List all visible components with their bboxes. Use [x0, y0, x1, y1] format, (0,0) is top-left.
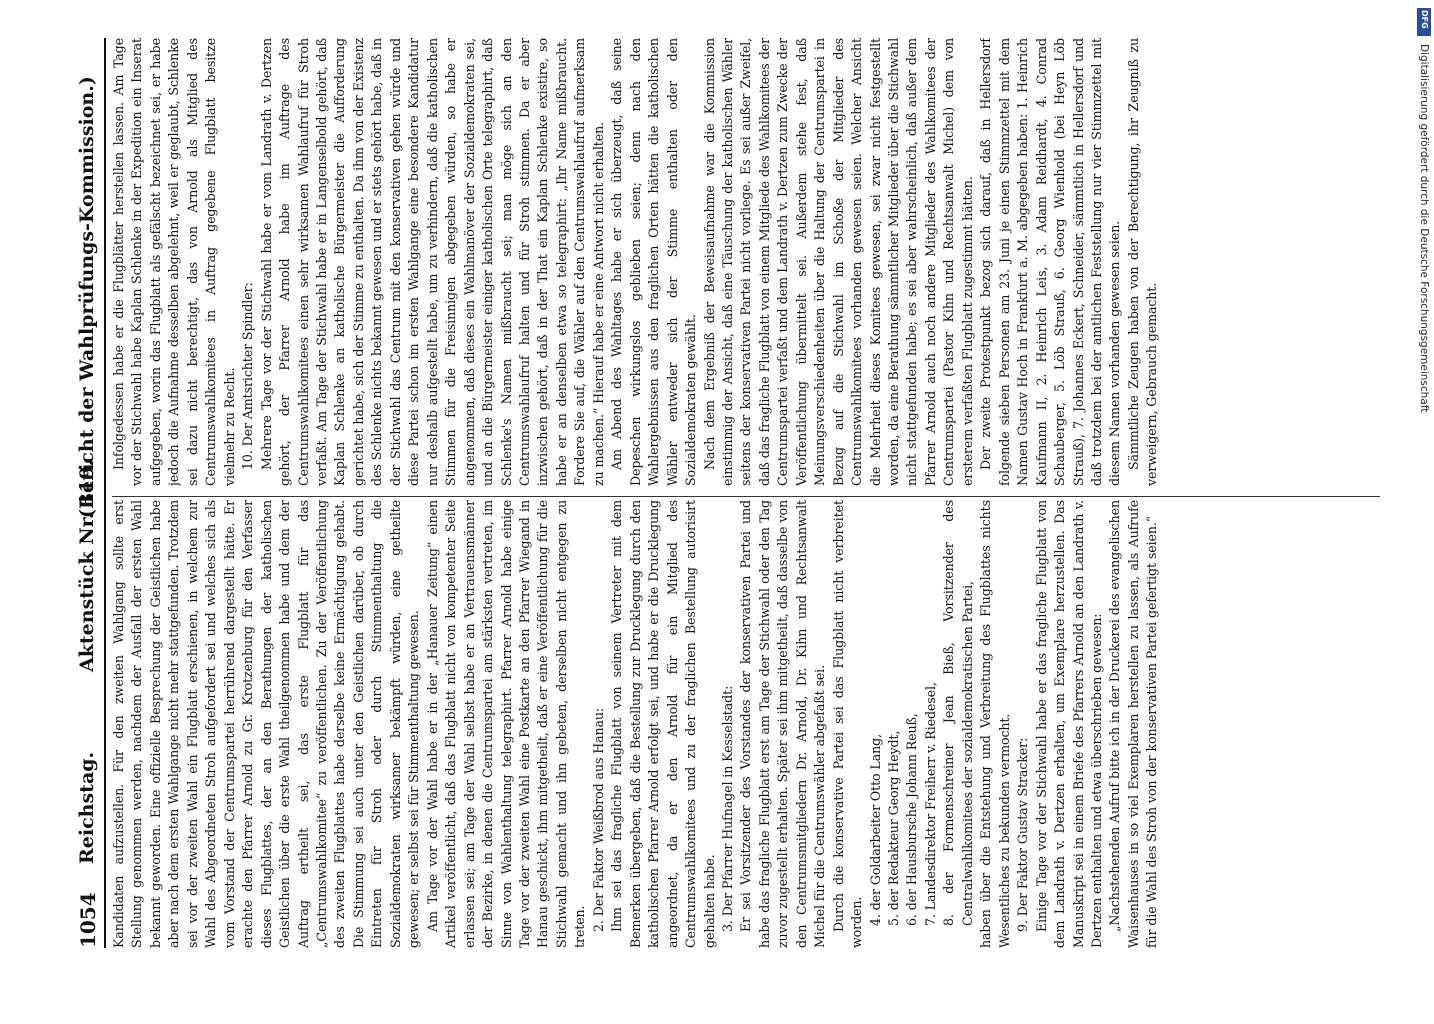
digitization-note-text: Digitalisierung gefördert durch die Deutsche Forschungsgemeinschaft	[1418, 44, 1430, 413]
right-column	[110, 38, 1380, 486]
digitization-note	[1416, 44, 1432, 1024]
dfg-logo: DFG	[1417, 8, 1431, 36]
report-title: (Bericht der Wahlprüfungs-Kommission.)	[76, 76, 98, 518]
witness-heading: 3. Der Pfarrer Hufnagel in Kesselstadt:	[719, 685, 735, 932]
paragraph: Ihm sei das fragliche Flugblatt von seinem Vertreter mit dem Bemerken übergeben, daß die Bestellung zur Drucklegung durch den katholischen Pfarrer Arnold erfolgt sei, und habe er die Drucklegung angeordnet, da er den Arnold für ein Mitglied des Centrumswahlkomitees und zu der fraglichen Bestellung autorisirt gehalten habe.	[609, 500, 717, 948]
list-item: 6. der Hausbursche Johann Reuß,	[904, 713, 920, 926]
paragraph: haben über die Entstehung und Verbreitung des Flugblattes nichts Wesentliches zu bekunden vermocht.	[978, 500, 1012, 948]
witness-heading: 2. Der Faktor Weißbrod aus Hanau:	[590, 707, 606, 932]
paragraph: Durch die konservative Partei sei das Flugblatt nicht verbreitet worden.	[830, 500, 865, 948]
witness-list	[867, 500, 978, 948]
paragraph: Er sei Vorsitzender des Vorstandes der konservativen Partei und habe das fragliche Flugblatt erst am Tage der Stichwahl oder den Tag zuvor zugestellt erhalten. Später sei ihm mitgetheilt, daß dasselbe von den Centrumsmitgliedern Dr. Arnold, Dr. Kihn und Rechtsanwalt Michel für die Centrumswähler abgefaßt sei.	[738, 500, 828, 948]
document-number: Aktenstück Nr. 119.	[76, 459, 98, 672]
paragraph: Infolgedessen habe er die Flugblätter herstellen lassen. Am Tage vor der Stichwahl habe Kaplan Schlenke in der Expedition ein Inserat aufgegeben, worin das Flugblatt als gefälscht bezeichnet sei, er habe jedoch die Aufnahme desselben abgelehnt, weil er geglaubt, Schlenke sei dazu nicht berechtigt, das von Arnold als Mitglied des Centrumswahlkomitees in Auftrag gegebene Flugblatt besitze vielmehr zu Recht.	[111, 38, 237, 486]
paragraph: Sämmtliche Zeugen haben von der Berechtigung, ihr Zeugniß zu verweigern, Gebrauch gemacht.	[1125, 38, 1160, 486]
column-divider	[112, 496, 1380, 497]
paragraph: Mehrere Tage vor der Stichwahl habe er vom Landrath v. Dertzen gehört, der Pfarrer Arnold habe im Auftrage des Centrumswahlkomitees einen sehr wirksamen Wahlaufruf für Stroh verfaßt. Am Tage der Stichwahl habe er in Langenselbold gehört, daß Kaplan Schlenke an katholische Bürgermeister die Aufforderung gerichtet habe, sich der Stimme zu enthalten. Da ihm von der Existenz des Schlenke nichts bekannt gewesen und er stets gehört habe, daß in der Stichwahl das Centrum mit den konservativen gehen würde und diese Partei schon im ersten Wahlgange eine besondere Kandidatur nur deshalb aufgestellt habe, um zu verhindern, daß die katholischen Stimmen für die Freisinnigen abgegeben würden, so habe er angenommen, daß dieses ein Wahlmanöver der Sozialdemokraten sei, und an die Bürgermeister einiger katholischen Orte telegraphirt, daß Schlenke's Namen mißbraucht sei; man möge sich an den Centrumswahlaufruf halten und für Stroh stimmen. Da er aber inzwischen gehört, daß in der That ein Kaplan Schlenke existire, so habe er an denselben etwa so telegraphirt: „Ihr Name mißbraucht. Fordere Sie auf, die Wähler auf den Centrumswahlaufruf aufmerksam zu machen.“ Hierauf habe er eine Antwort nicht erhalten.	[258, 38, 606, 486]
paragraph: Nach dem Ergebniß der Beweisaufnahme war die Kommission einstimmig der Ansicht, daß eine Täuschung der katholischen Wähler seitens der konservativen Partei nicht vorliege. Es sei außer Zweifel, daß das fragliche Flugblatt von einem Mitgliede des Wahlkomitees der Centrumspartei verfaßt und dem Landrath v. Dertzen zum Zwecke der Veröffentlichung übermittelt sei. Außerdem stehe fest, daß Meinungsverschiedenheiten über die Haltung der Centrumspartei in Bezug auf die Stichwahl im Schoße der Mitglieder des Centrumswahlkomitees vorhanden gewesen seien. Welcher Ansicht die Mehrheit dieses Komitees gewesen, sei zwar nicht festgestellt worden, da eine Berathung sämmtlicher Mitglieder über die Stichwahl nicht stattgefunden habe; es sei aber wahrscheinlich, daß außer dem Pfarrer Arnold auch noch andere Mitglieder des Wahlkomitees der Centrumspartei (Pastor Kihn und Rechtsanwalt Michel) dem von ersterem verfaßten Flugblatt zugestimmt hätten.	[701, 38, 975, 486]
witness-heading: 9. Der Faktor Gustav Stracker:	[1015, 737, 1031, 932]
left-column	[110, 500, 1380, 948]
page-number: 1054	[76, 892, 100, 948]
list-item: 7. Landesdirektor Freiherr v. Riedesel,	[922, 682, 938, 926]
header-rule	[104, 38, 106, 948]
witness-heading: 10. Der Amtsrichter Spindler:	[240, 282, 256, 470]
paragraph: Kandidaten aufzustellen. Für den zweiten Wahlgang sollte erst Stellung genommen werden, nachdem der Ausfall der ersten Wahl bekannt geworden. Eine offizielle Besprechung der Geistlichen habe aber nach dem ersten Wahlgange nicht mehr stattgefunden. Trotzdem sei vor der zweiten Wahl ein Flugblatt erschienen, in welchem zur Wahl des Abgeordneten Stroh aufgefordert sei und welches sich als vom Vorstand der Centrumspartei herrührend dargestellt hätte. Er erachte den Pfarrer Arnold zu Gr. Krotzenburg für den Verfasser dieses Flugblattes, der an den Berathungen der katholischen Geistlichen über die erste Wahl theilgenommen habe und dem der Auftrag ertheilt sei, das erste Flugblatt für das „Centrumswahlkomitee“ zu veröffentlichen. Zu der Veröffentlichung des zweiten Flugblattes habe derselbe keine Ermächtigung gehabt. Die Stimmung sei auch unter den Geistlichen darüber, ob durch Eintreten für Stroh oder durch Stimmenthaltung die Sozialdemokraten wirksamer bekämpft würden, eine getheilte gewesen; er selbst sei für Stimmenthaltung gewesen.	[111, 500, 422, 948]
organization-title: Reichstag.	[76, 751, 98, 864]
paragraph: Der zweite Protestpunkt bezog sich darauf, daß in Hellersdorf folgende sieben Personen am 23. Juni je einen Stimmzettel mit dem Namen Gustav Hoch in Frankfurt a. M. abgegeben haben: 1. Heinrich Kaufmann II, 2. Heinrich Leis, 3. Adam Reidhardt, 4. Conrad Schauberger, 5. Löb Strauß, 6. Georg Wienhold (bei Heyn Löb Strauß), 7. Johannes Eckert, Schneider, sämmtlich in Hellersdorf und daß trotzdem bei der amtlichen Feststellung nur vier Stimmzettel mit diesem Namen vorhanden gewesen seien.	[978, 38, 1123, 486]
paragraph: Einige Tage vor der Stichwahl habe er das fragliche Flugblatt von dem Landrath v. Dertzen erhalten, um Exemplare herzustellen. Das Manuskript sei in einem Briefe des Pfarrers Arnold an den Landrath v. Dertzen enthalten und etwa überschrieben gewesen:	[1033, 500, 1105, 948]
paragraph: Am Tage vor der Wahl habe er in der „Hanauer Zeitung“ einen Artikel veröffentlicht, daß das Flugblatt nicht von kompetenter Seite erlassen sei; am Tage der Wahl selbst habe er an Vertrauensmänner der Bezirke, in denen die Centrumspartei am stärksten vertreten, im Sinne von Wahlenthaltung telegraphirt. Pfarrer Arnold habe einige Tage vor der zweiten Wahl eine Postkarte an den Pfarrer Wiegand in Hanau geschickt, ihm mitgetheilt, daß er eine Veröffentlichung für die Stichwahl gemacht und ihn gebeten, derselben nicht entgegen zu treten.	[424, 500, 588, 948]
paragraph: Am Abend des Wahltages habe er sich überzeugt, daß seine Depeschen wirkungslos geblieben seien; denn nach den Wahlergebnissen aus den fraglichen Orten hätten die katholischen Wähler entweder sich der Stimme enthalten oder den Sozialdemokraten gewählt.	[609, 38, 699, 486]
page-header	[76, 38, 102, 948]
list-item: 4. der Goldarbeiter Otto Lang,	[867, 734, 883, 926]
quoted-paragraph: „Nachstehenden Aufruf bitte ich in der Druckerei des evangelischen Waisenhauses in so viel Exemplaren herstellen zu lassen, als Aufrufe für die Wahl des Stroh von der konservativen Partei gefertigt seien.“	[1107, 500, 1160, 948]
list-item: 8. der Formenschreiner Jean Bieß, Vorsitzender des Centralwahlkomitees der sozialdemokratischen Partei,	[941, 500, 975, 926]
list-item: 5. der Redakteur Georg Heydt,	[886, 730, 902, 926]
